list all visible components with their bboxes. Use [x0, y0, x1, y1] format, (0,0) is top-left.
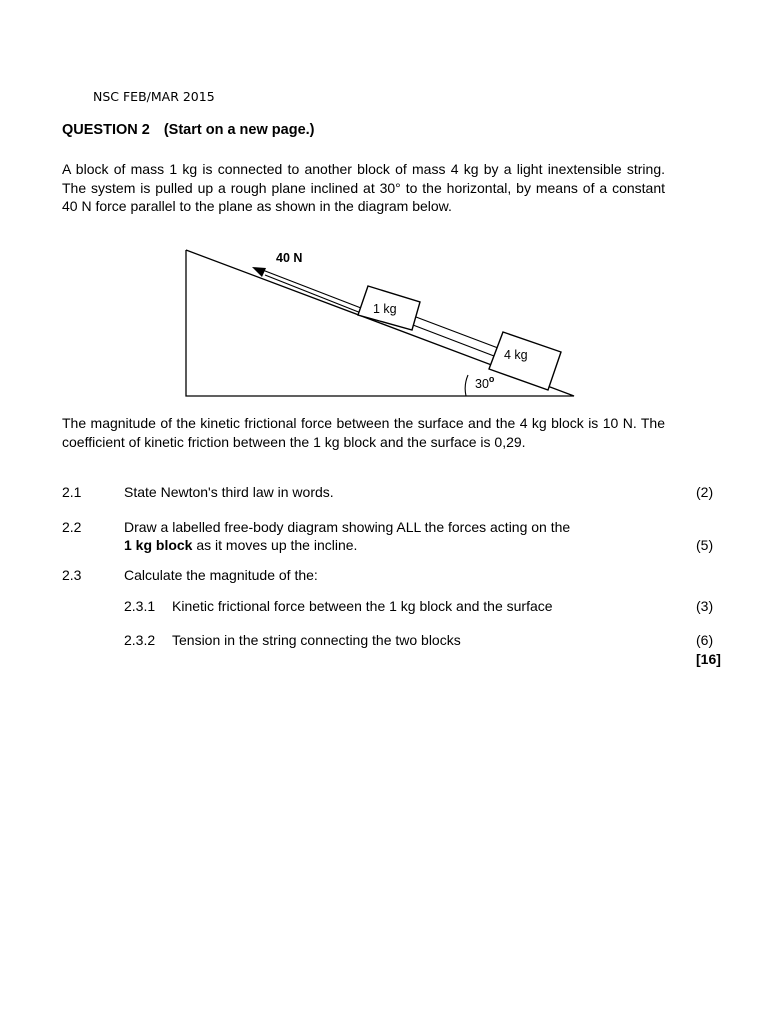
force-arrow	[252, 267, 361, 313]
question-number: QUESTION 2	[62, 122, 150, 138]
item-number: 2.2	[62, 519, 82, 535]
item-marks: (6)	[696, 632, 714, 648]
item-text-continued: 1 kg block as it moves up the incline.	[124, 537, 358, 553]
force-label: 40 N	[276, 251, 303, 265]
block-4kg-label: 4 kg	[504, 348, 528, 362]
item-number: 2.3.1	[124, 598, 156, 614]
item-text: Draw a labelled free-body diagram showing ALL the forces acting on the	[124, 519, 571, 535]
given-info: The magnitude of the kinetic frictional force between the surface and the 4 kg block is 10 N. The coefficient of kinetic friction between the 1 kg block and the surface is 0,29.	[62, 415, 665, 450]
item-number: 2.3.2	[124, 632, 156, 648]
question-title	[62, 122, 315, 138]
angle-label: 30$^o$	[475, 374, 495, 391]
question-intro: A block of mass 1 kg is connected to another block of mass 4 kg by a light inextensible string. The system is pulled up a rough plane inclined at 30° to the horizontal, by means of a constant 40 N force parallel to the plane as shown in the diagram below.	[62, 161, 665, 214]
block-1kg-label: 1 kg	[373, 302, 397, 316]
angle-arc	[465, 375, 468, 396]
item-text: Kinetic frictional force between the 1 kg block and the surface	[172, 598, 553, 614]
string	[413, 317, 498, 356]
emphasis-1kg-block: 1 kg block	[124, 537, 193, 553]
item-marks: (3)	[696, 598, 714, 614]
item-marks: (2)	[696, 484, 714, 500]
item-marks: (5)	[696, 537, 714, 553]
incline-diagram	[180, 244, 580, 400]
exam-header: NSC FEB/MAR 2015	[93, 89, 215, 104]
item-text: Calculate the magnitude of the:	[124, 567, 318, 583]
question-instruction: (Start on a new page.)	[163, 122, 315, 138]
item-number: 2.3	[62, 567, 82, 583]
item-number: 2.1	[62, 484, 82, 500]
item-text: State Newton's third law in words.	[124, 484, 334, 500]
total-marks: [16]	[696, 651, 721, 667]
item-text: Tension in the string connecting the two blocks	[172, 632, 461, 648]
